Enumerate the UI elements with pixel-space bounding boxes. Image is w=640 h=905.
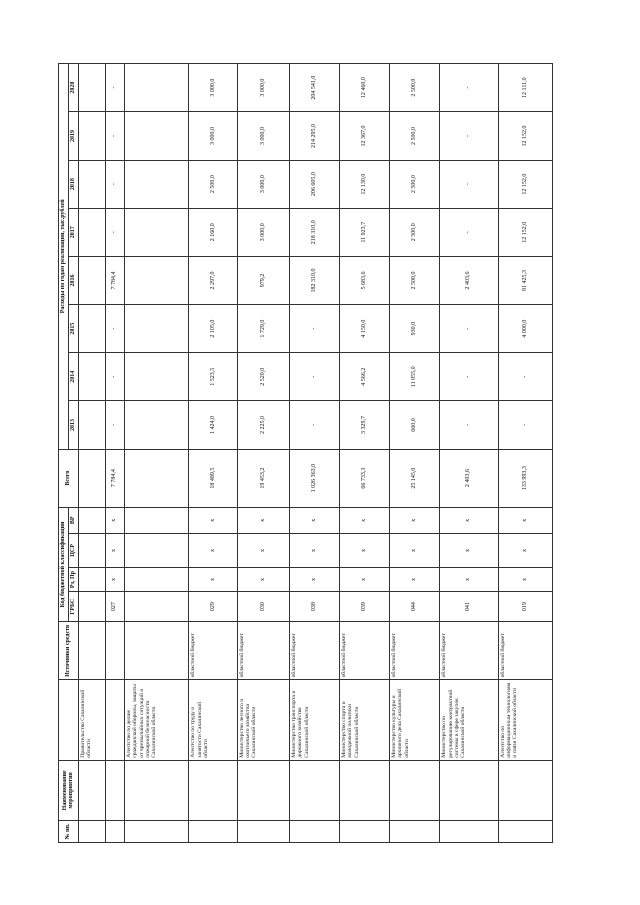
col-year: 2019 [68, 112, 78, 160]
cell-rzpr [124, 568, 189, 592]
cell-vr: х [440, 507, 498, 533]
cell-executor [105, 680, 124, 760]
col-year: 2017 [68, 208, 78, 256]
cell-year-value: 4 150,0 [339, 305, 389, 353]
cell-year-value: - [440, 112, 498, 160]
cell-year-value: 3 329,7 [339, 401, 389, 449]
cell-source [105, 622, 124, 680]
col-year: 2013 [68, 401, 78, 449]
cell-name [124, 760, 189, 820]
table-row [289, 64, 339, 843]
cell-year-value: 12 152,0 [498, 112, 552, 160]
cell-year-value: 12 130,0 [339, 160, 389, 208]
col-year: 2020 [68, 64, 78, 112]
cell-year-value [124, 401, 189, 449]
cell-name [440, 760, 498, 820]
cell-num [440, 820, 498, 842]
cell-year-value: 2 297,0 [189, 256, 237, 304]
cell-name [105, 760, 124, 820]
cell-year-value [124, 208, 189, 256]
cell-year-value: 11 055,0 [390, 353, 440, 401]
cell-year-value: 81 425,3 [498, 256, 552, 304]
cell-year-value [78, 401, 105, 449]
cell-year-value: - [440, 401, 498, 449]
cell-rzpr: х [289, 568, 339, 592]
cell-executor: Агентство по делам гражданской обороны, защиты от чрезвычайных ситуаций и пожарной безопасности Сахалинской области [124, 680, 189, 760]
cell-name [189, 760, 237, 820]
cell-year-value: - [105, 64, 124, 112]
cell-year-value: 206 605,0 [289, 160, 339, 208]
cell-year-value: 2 500,0 [390, 208, 440, 256]
cell-csr: х [289, 533, 339, 567]
cell-total [78, 449, 105, 507]
col-year: 2015 [68, 305, 78, 353]
cell-year-value [124, 256, 189, 304]
cell-source [124, 622, 189, 680]
cell-grbs: 044 [390, 592, 440, 622]
cell-name [390, 760, 440, 820]
cell-year-value: 3 000,0 [237, 160, 289, 208]
cell-rzpr: х [498, 568, 552, 592]
cell-year-value [78, 64, 105, 112]
cell-csr: х [498, 533, 552, 567]
cell-grbs: 039 [339, 592, 389, 622]
cell-year-value: 7 784,4 [105, 256, 124, 304]
cell-year-value: 12 152,0 [498, 208, 552, 256]
cell-year-value: - [105, 208, 124, 256]
table-row [78, 64, 105, 843]
cell-source [78, 622, 105, 680]
cell-year-value [78, 112, 105, 160]
cell-grbs: 038 [289, 592, 339, 622]
cell-year-value: 2 403,6 [440, 256, 498, 304]
table-row [124, 64, 189, 843]
cell-year-value: 204 541,0 [289, 64, 339, 112]
cell-name [237, 760, 289, 820]
cell-name [78, 760, 105, 820]
col-total: Всего [59, 449, 79, 507]
cell-year-value: 2 105,0 [189, 305, 237, 353]
cell-year-value: - [440, 305, 498, 353]
cell-year-value [78, 208, 105, 256]
col-csr: ЦСР [68, 533, 78, 567]
cell-executor: Министерство лесного и охотничьего хозяйства Сахалинской области [237, 680, 289, 760]
cell-year-value [78, 353, 105, 401]
cell-year-value: - [105, 305, 124, 353]
cell-executor: Министерство транспорта и дорожного хозяйства Сахалинской области [289, 680, 339, 760]
cell-year-value: 2 500,0 [390, 64, 440, 112]
cell-year-value: - [440, 208, 498, 256]
cell-executor: Агентство по информационным технологиям и связи Сахалинской области [498, 680, 552, 760]
cell-total: 18 489,5 [189, 449, 237, 507]
cell-year-value: - [105, 353, 124, 401]
cell-num [105, 820, 124, 842]
cell-year-value: 218 310,0 [289, 208, 339, 256]
cell-year-value: 12 367,0 [339, 112, 389, 160]
cell-year-value: 4 566,2 [339, 353, 389, 401]
col-vr: ВР [68, 507, 78, 533]
cell-year-value: 2 500,0 [390, 112, 440, 160]
cell-year-value: 12 152,0 [498, 160, 552, 208]
col-executor [59, 680, 79, 760]
cell-total: 2 403,6 [440, 449, 498, 507]
cell-year-value: 2 500,0 [189, 160, 237, 208]
cell-year-value: 2 225,0 [237, 401, 289, 449]
cell-num [339, 820, 389, 842]
cell-num [498, 820, 552, 842]
cell-rzpr [78, 568, 105, 592]
col-rzpr: Рз, Пр [68, 568, 78, 592]
cell-num [124, 820, 189, 842]
cell-year-value: 1 523,5 [189, 353, 237, 401]
cell-num [390, 820, 440, 842]
cell-csr: х [105, 533, 124, 567]
table-row [339, 64, 389, 843]
cell-source: областной бюджет [237, 622, 289, 680]
cell-year-value: 1 729,0 [237, 305, 289, 353]
cell-rzpr: х [339, 568, 389, 592]
cell-name [289, 760, 339, 820]
cell-source: областной бюджет [390, 622, 440, 680]
cell-name [498, 760, 552, 820]
cell-rzpr: х [237, 568, 289, 592]
cell-vr: х [289, 507, 339, 533]
cell-executor: Министерство культуры и архивного дела Сахалинской области [390, 680, 440, 760]
table-row [105, 64, 124, 843]
cell-csr [124, 533, 189, 567]
cell-year-value: - [440, 160, 498, 208]
cell-year-value: 2 500,0 [390, 160, 440, 208]
table-row [237, 64, 289, 843]
cell-year-value: 3 000,0 [237, 64, 289, 112]
cell-vr [124, 507, 189, 533]
cell-year-value: 930,0 [390, 305, 440, 353]
col-years-group: Расходы по годам реализации, тыс.рублей [59, 64, 69, 450]
cell-vr: х [498, 507, 552, 533]
cell-csr: х [440, 533, 498, 567]
cell-num [78, 820, 105, 842]
cell-total: 19 453,2 [237, 449, 289, 507]
cell-year-value: 1 424,0 [189, 401, 237, 449]
cell-year-value: - [289, 353, 339, 401]
cell-grbs [124, 592, 189, 622]
cell-grbs: 041 [440, 592, 498, 622]
cell-total: 7 784,4 [105, 449, 124, 507]
cell-year-value: 182 310,0 [289, 256, 339, 304]
cell-year-value: - [105, 160, 124, 208]
cell-csr: х [237, 533, 289, 567]
cell-rzpr: х [189, 568, 237, 592]
col-year: 2014 [68, 353, 78, 401]
cell-year-value: 979,2 [237, 256, 289, 304]
cell-year-value: 12 460,0 [339, 64, 389, 112]
cell-csr [78, 533, 105, 567]
cell-vr: х [339, 507, 389, 533]
cell-total: 1 026 363,0 [289, 449, 339, 507]
cell-num [237, 820, 289, 842]
col-grbs: ГРБС [68, 592, 78, 622]
cell-executor: Министерство по регулированию контрактной системы в сфере закупок Сахалинской области [440, 680, 498, 760]
cell-year-value: - [289, 401, 339, 449]
cell-year-value: 2 160,0 [189, 208, 237, 256]
cell-year-value: - [440, 64, 498, 112]
cell-rzpr: х [390, 568, 440, 592]
cell-year-value [124, 305, 189, 353]
cell-executor: Агентство по труду и занятости Сахалинской области [189, 680, 237, 760]
cell-year-value [78, 256, 105, 304]
budget-table [58, 63, 553, 843]
cell-year-value: 214 295,0 [289, 112, 339, 160]
cell-vr: х [189, 507, 237, 533]
cell-year-value: 11 923,7 [339, 208, 389, 256]
cell-csr: х [339, 533, 389, 567]
cell-total: 66 733,3 [339, 449, 389, 507]
cell-vr: х [105, 507, 124, 533]
rotated-table-wrapper [58, 63, 553, 843]
cell-year-value [78, 305, 105, 353]
col-num: № пп. [59, 820, 79, 842]
cell-year-value: 12 111,0 [498, 64, 552, 112]
cell-source: областной бюджет [339, 622, 389, 680]
cell-vr [78, 507, 105, 533]
col-sources: Источники средств [59, 622, 79, 680]
cell-year-value: - [105, 112, 124, 160]
cell-csr: х [189, 533, 237, 567]
cell-year-value: 3 000,0 [189, 64, 237, 112]
col-budget-group: Код бюджетной классификации [59, 507, 69, 621]
cell-total: 25 145,0 [390, 449, 440, 507]
cell-year-value: 2 520,0 [237, 353, 289, 401]
cell-grbs: 019 [498, 592, 552, 622]
cell-year-value [124, 353, 189, 401]
cell-rzpr: х [440, 568, 498, 592]
cell-source: областной бюджет [289, 622, 339, 680]
cell-vr: х [390, 507, 440, 533]
cell-year-value: 3 000,0 [237, 112, 289, 160]
cell-name [339, 760, 389, 820]
cell-csr: х [390, 533, 440, 567]
cell-grbs: 029 [189, 592, 237, 622]
cell-year-value: 3 000,0 [189, 112, 237, 160]
cell-year-value [124, 112, 189, 160]
cell-year-value: - [289, 305, 339, 353]
cell-num [189, 820, 237, 842]
cell-year-value: - [440, 353, 498, 401]
cell-year-value: 660,0 [390, 401, 440, 449]
col-name: Наименование мероприятия [59, 760, 79, 820]
table-row [189, 64, 237, 843]
cell-year-value [78, 160, 105, 208]
table-row [498, 64, 552, 843]
cell-source: областной бюджет [498, 622, 552, 680]
cell-year-value: 2 500,0 [390, 256, 440, 304]
cell-year-value: - [105, 401, 124, 449]
cell-vr: х [237, 507, 289, 533]
cell-year-value: 3 000,0 [237, 208, 289, 256]
col-year: 2016 [68, 256, 78, 304]
cell-year-value [124, 160, 189, 208]
cell-num [289, 820, 339, 842]
cell-total: 133 993,3 [498, 449, 552, 507]
cell-year-value: 5 683,6 [339, 256, 389, 304]
col-year: 2018 [68, 160, 78, 208]
cell-source: областной бюджет [189, 622, 237, 680]
cell-executor: Правительство Сахалинской области [78, 680, 105, 760]
table-row [440, 64, 498, 843]
cell-year-value: - [498, 401, 552, 449]
cell-total [124, 449, 189, 507]
cell-source: областной бюджет [440, 622, 498, 680]
cell-year-value: 4 000,0 [498, 305, 552, 353]
cell-grbs: 027 [105, 592, 124, 622]
cell-grbs [78, 592, 105, 622]
header-row-1 [59, 64, 69, 843]
cell-year-value [124, 64, 189, 112]
table-row [390, 64, 440, 843]
cell-year-value: - [498, 353, 552, 401]
cell-rzpr: х [105, 568, 124, 592]
cell-grbs: 030 [237, 592, 289, 622]
cell-executor: Министерство спорта и молодежной политики Сахалинской области [339, 680, 389, 760]
